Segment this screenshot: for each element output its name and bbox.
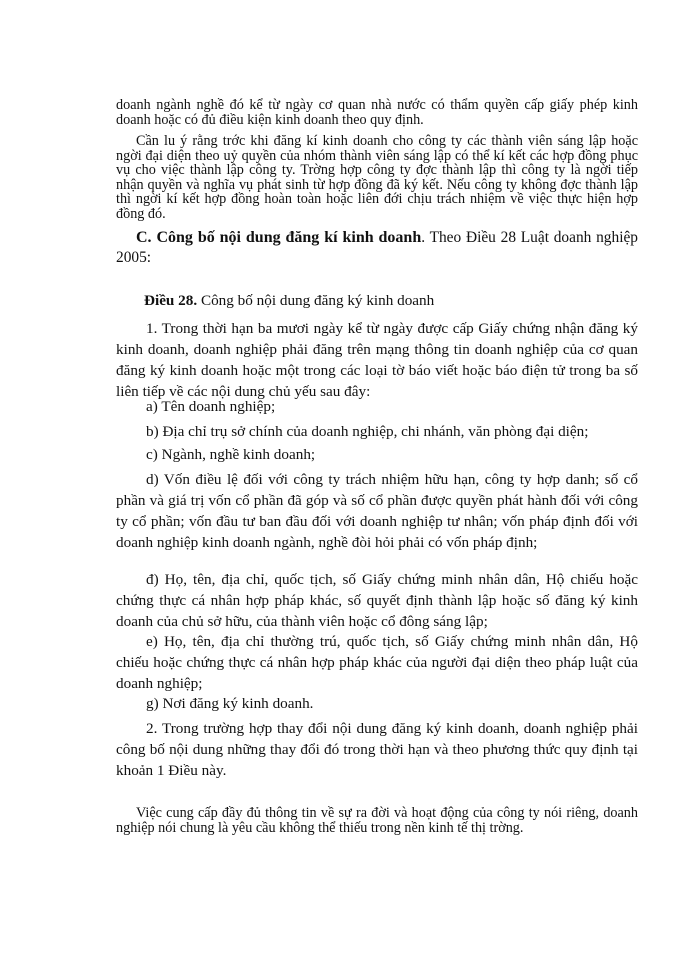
list-item-g: g) Nơi đăng ký kinh doanh.	[146, 695, 314, 712]
list-item-c: c) Ngành, nghề kinh doanh;	[146, 446, 316, 463]
article-heading	[116, 290, 638, 311]
article-title: Công bố nội dung đăng ký kinh doanh	[197, 292, 435, 309]
list-item-d: d) Vốn điều lệ đối với công ty trách nhiệm hữu hạn, công ty hợp danh; số cổ phần và giá trị vốn cổ phần đã góp và số cổ phần được quyền phát hành đối với công ty cổ phần; vốn đầu tư ban đầu đối với doanh nghiệp tư nhân; vốn pháp định đối với doanh nghiệp kinh doanh ngành, nghề đòi hỏi phải có vốn pháp định;	[116, 471, 638, 551]
section-c-paragraph	[116, 228, 638, 268]
list-item-dd: đ) Họ, tên, địa chỉ, quốc tịch, số Giấy chứng minh nhân dân, Hộ chiếu hoặc chứng thực cá nhân hợp pháp khác, số quyết định thành lập hoặc số đăng ký kinh doanh của chủ sở hữu, của thành viên hoặc cổ đông sáng lập;	[116, 571, 638, 630]
section-c-text: . Theo Điều 28 Luật doanh nghiệp 2005:	[116, 229, 639, 266]
list-item-e: e) Họ, tên, địa chỉ thường trú, quốc tịch, số Giấy chứng minh nhân dân, Hộ chiếu hoặc chứng thực cá nhân hợp pháp khác của người đại diện theo pháp luật của doanh nghiệp;	[116, 633, 638, 692]
list-item-b: b) Địa chỉ trụ sở chính của doanh nghiệp, chi nhánh, văn phòng đại diện;	[146, 423, 589, 440]
article-label: Điều 28.	[144, 292, 198, 309]
closing-paragraph: Việc cung cấp đầy đủ thông tin về sự ra đời và hoạt động của công ty nói riêng, doanh nghiệp nói chung là yêu cầu không thể thiếu trong nền kinh tế thị trờng.	[116, 805, 638, 836]
section-c-title: C. Công bố nội dung đăng kí kinh doanh	[136, 229, 422, 246]
article-clause-1: 1. Trong thời hạn ba mươi ngày kể từ ngày được cấp Giấy chứng nhận đăng ký kinh doanh, doanh nghiệp phải đăng trên mạng thông tin doanh nghiệp của cơ quan đăng ký kinh doanh hoặc một trong các loại tờ báo viết hoặc báo điện tử trong ba số liên tiếp về các nội dung chủ yếu sau đây:	[116, 320, 638, 400]
continued-paragraph: doanh ngành nghề đó kể từ ngày cơ quan nhà nước có thẩm quyền cấp giấy phép kinh doanh hoặc có đủ điều kiện kinh doanh theo quy định.	[116, 97, 638, 128]
list-item-a: a) Tên doanh nghiệp;	[146, 398, 276, 415]
note-paragraph: Cần lu ý rằng trớc khi đăng kí kinh doanh cho công ty các thành viên sáng lập hoặc ngời đại diện theo uỷ quyền của nhóm thành viên sáng lập có thể kí kết các hợp đồng phục vụ cho việc thành lập công ty. Trờng hợp công ty đợc thành lập thì công ty là ngời tiếp nhận quyền và nghĩa vụ phát sinh từ hợp đồng đã ký kết. Nếu công ty không đợc thành lập thì ngời kí kết hợp đồng hoàn toàn hoặc liên đới chịu trách nhiệm về việc thực hiện hợp đồng đó.	[116, 133, 638, 222]
article-clause-2: 2. Trong trường hợp thay đổi nội dung đăng ký kinh doanh, doanh nghiệp phải công bố nội dung những thay đổi đó trong thời hạn và theo phương thức quy định tại khoản 1 Điều này.	[116, 720, 638, 779]
